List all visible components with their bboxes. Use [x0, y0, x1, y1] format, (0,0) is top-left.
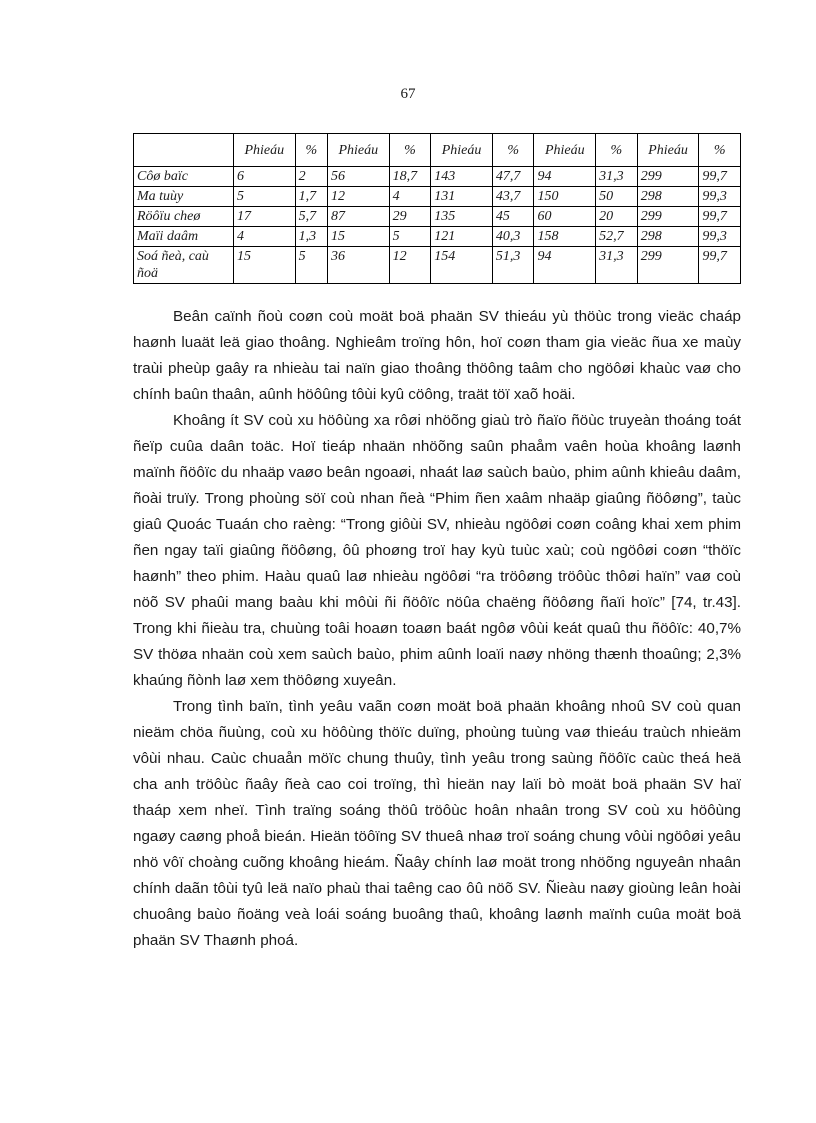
table-cell: 1,3	[295, 227, 327, 247]
table-cell: 5	[234, 187, 296, 207]
table-cell: 99,7	[699, 247, 741, 284]
table-cell: 87	[327, 207, 389, 227]
table-row	[134, 187, 741, 207]
header-cell: %	[699, 134, 741, 167]
table-cell: 15	[234, 247, 296, 284]
table-cell: 5,7	[295, 207, 327, 227]
table-cell: 143	[431, 167, 493, 187]
header-cell: %	[295, 134, 327, 167]
table-cell: 40,3	[492, 227, 534, 247]
table-cell: 56	[327, 167, 389, 187]
row-label: Côø baïc	[134, 167, 234, 187]
table-cell: 2	[295, 167, 327, 187]
header-cell: %	[492, 134, 534, 167]
row-label: Soá ñeà, caù ñoä	[134, 247, 234, 284]
table-cell: 299	[637, 167, 699, 187]
table-cell: 94	[534, 247, 596, 284]
table-cell: 99,3	[699, 227, 741, 247]
row-label: Röôïu cheø	[134, 207, 234, 227]
table-row	[134, 227, 741, 247]
body-text	[133, 304, 741, 954]
table-cell: 12	[327, 187, 389, 207]
header-cell: Phieáu	[234, 134, 296, 167]
table-cell: 154	[431, 247, 493, 284]
table-cell: 298	[637, 187, 699, 207]
header-cell: Phieáu	[431, 134, 493, 167]
table-row	[134, 207, 741, 227]
table-cell: 94	[534, 167, 596, 187]
table-cell: 45	[492, 207, 534, 227]
table-cell: 158	[534, 227, 596, 247]
table-cell: 36	[327, 247, 389, 284]
table-cell: 99,3	[699, 187, 741, 207]
page-number: 67	[400, 86, 416, 102]
header-label-cell	[134, 134, 234, 167]
row-label: Ma tuùy	[134, 187, 234, 207]
header-cell: Phieáu	[327, 134, 389, 167]
table-cell: 18,7	[389, 167, 431, 187]
table-cell: 121	[431, 227, 493, 247]
table-cell: 15	[327, 227, 389, 247]
table-cell: 50	[596, 187, 638, 207]
table-cell: 52,7	[596, 227, 638, 247]
table-cell: 1,7	[295, 187, 327, 207]
table-cell: 298	[637, 227, 699, 247]
table-cell: 60	[534, 207, 596, 227]
table-cell: 99,7	[699, 167, 741, 187]
table-row	[134, 247, 741, 284]
paragraph: Khoâng ít SV coù xu höôùng xa rôøi nhöõng giaù trò ñaïo ñöùc truyeàn thoáng toát ñeïp cuûa daân toäc. Hoï tieáp nhaän nhöõng saûn phaåm vaên hoùa khoâng laønh maïnh ñöôïc du nhaäp vaøo beân ngoaøi, nhaát laø saùch baùo, phim aûnh khieâu daâm, ñoài truïy. Trong phoùng söï coù nhan ñeà “Phim ñen xaâm nhaäp giaûng ñöôøng”, taùc giaû Quoác Tuaán cho raèng: “Trong giôùi SV, nhieàu ngöôøi coøn coâng khai xem phim ñen ngay taïi giaûng ñöôøng, ôû phoøng troï hay kyù tuùc xaù; coù ngöôøi coøn “thöïc haønh” theo phim. Haàu quaû laø nhieàu ngöôøi “ra tröôøng tröôùc thôøi haïn” vaø coù nöõ SV phaûi mang baàu khi môùi ñi ñöôïc nöûa chaëng ñöôøng ñaïi hoïc” [74, tr.43]. Trong khi ñieàu tra, chuùng toâi hoaøn toaøn baát ngôø vôùi keát quaû thu ñöôïc: 40,7% SV thöøa nhaän coù xem saùch baùo, phim aûnh loaïi naøy nhöng thænh thoaûng; 2,3% khaúng ñònh laø xem thöôøng xuyeân.	[133, 412, 741, 689]
table-cell: 29	[389, 207, 431, 227]
table-cell: 131	[431, 187, 493, 207]
table-cell: 299	[637, 247, 699, 284]
table-cell: 5	[389, 227, 431, 247]
table-cell: 47,7	[492, 167, 534, 187]
table-cell: 150	[534, 187, 596, 207]
table-cell: 12	[389, 247, 431, 284]
row-label: Maïi daâm	[134, 227, 234, 247]
header-cell: Phieáu	[637, 134, 699, 167]
table-cell: 17	[234, 207, 296, 227]
header-cell: Phieáu	[534, 134, 596, 167]
table-cell: 4	[234, 227, 296, 247]
table-cell: 31,3	[596, 167, 638, 187]
table-cell: 4	[389, 187, 431, 207]
table-cell: 43,7	[492, 187, 534, 207]
table-cell: 135	[431, 207, 493, 227]
table-cell: 5	[295, 247, 327, 284]
paragraph: Trong tình baïn, tình yeâu vaãn coøn moät boä phaän khoâng nhoû SV coù quan nieäm chöa ñuùng, coù xu höôùng thöïc duïng, phoùng tuùng vaø thieáu traùch nhieäm vôùi nhau. Caùc chuaån möïc chung thuûy, tình yeâu trong saùng ñöôïc caùc theá heä cha anh tröôùc ñaây ñeà cao coi troïng, thì hieän nay laïi bò moät boä phaän SV haï thaáp xem nheï. Tình traïng soáng thöû tröôùc hoân nhaân trong SV coù xu höôùng ngaøy caøng phoå bieán. Hieän töôïng SV thueâ nhaø troï soáng chung vôùi ngöôøi yeâu nhö vôï choàng cuõng khoâng hieám. Ñaây chính laø moät trong nhöõng nguyeân nhaân chính daãn tôùi tyû leä naïo phaù thai taêng cao ôû nöõ SV. Ñieàu naøy gioùng leân hoài chuoâng baùo ñoäng veà loái soáng buoâng thaû, khoâng laønh maïnh cuûa moät boä phaän SV Thaønh phoá.	[133, 698, 741, 949]
table-row	[134, 167, 741, 187]
table-cell: 99,7	[699, 207, 741, 227]
table-header-row	[134, 134, 741, 167]
header-cell: %	[389, 134, 431, 167]
survey-table	[133, 133, 741, 284]
paragraph: Beân caïnh ñoù coøn coù moät boä phaän SV thieáu yù thöùc trong vieäc chaáp haønh luaät leä giao thoâng. Nghieâm troïng hôn, hoï coøn tham gia vieäc ñua xe maùy traùi pheùp gaây ra nhieàu tai naïn giao thoâng thöông taâm cho ngöôøi khaùc vaø cho chính baûn thaân, aûnh höôûng tôùi kyû cöông, traät töï xaõ hoäi.	[133, 308, 741, 403]
table-cell: 31,3	[596, 247, 638, 284]
table-cell: 20	[596, 207, 638, 227]
table-cell: 6	[234, 167, 296, 187]
table-cell: 51,3	[492, 247, 534, 284]
table-cell: 299	[637, 207, 699, 227]
header-cell: %	[596, 134, 638, 167]
